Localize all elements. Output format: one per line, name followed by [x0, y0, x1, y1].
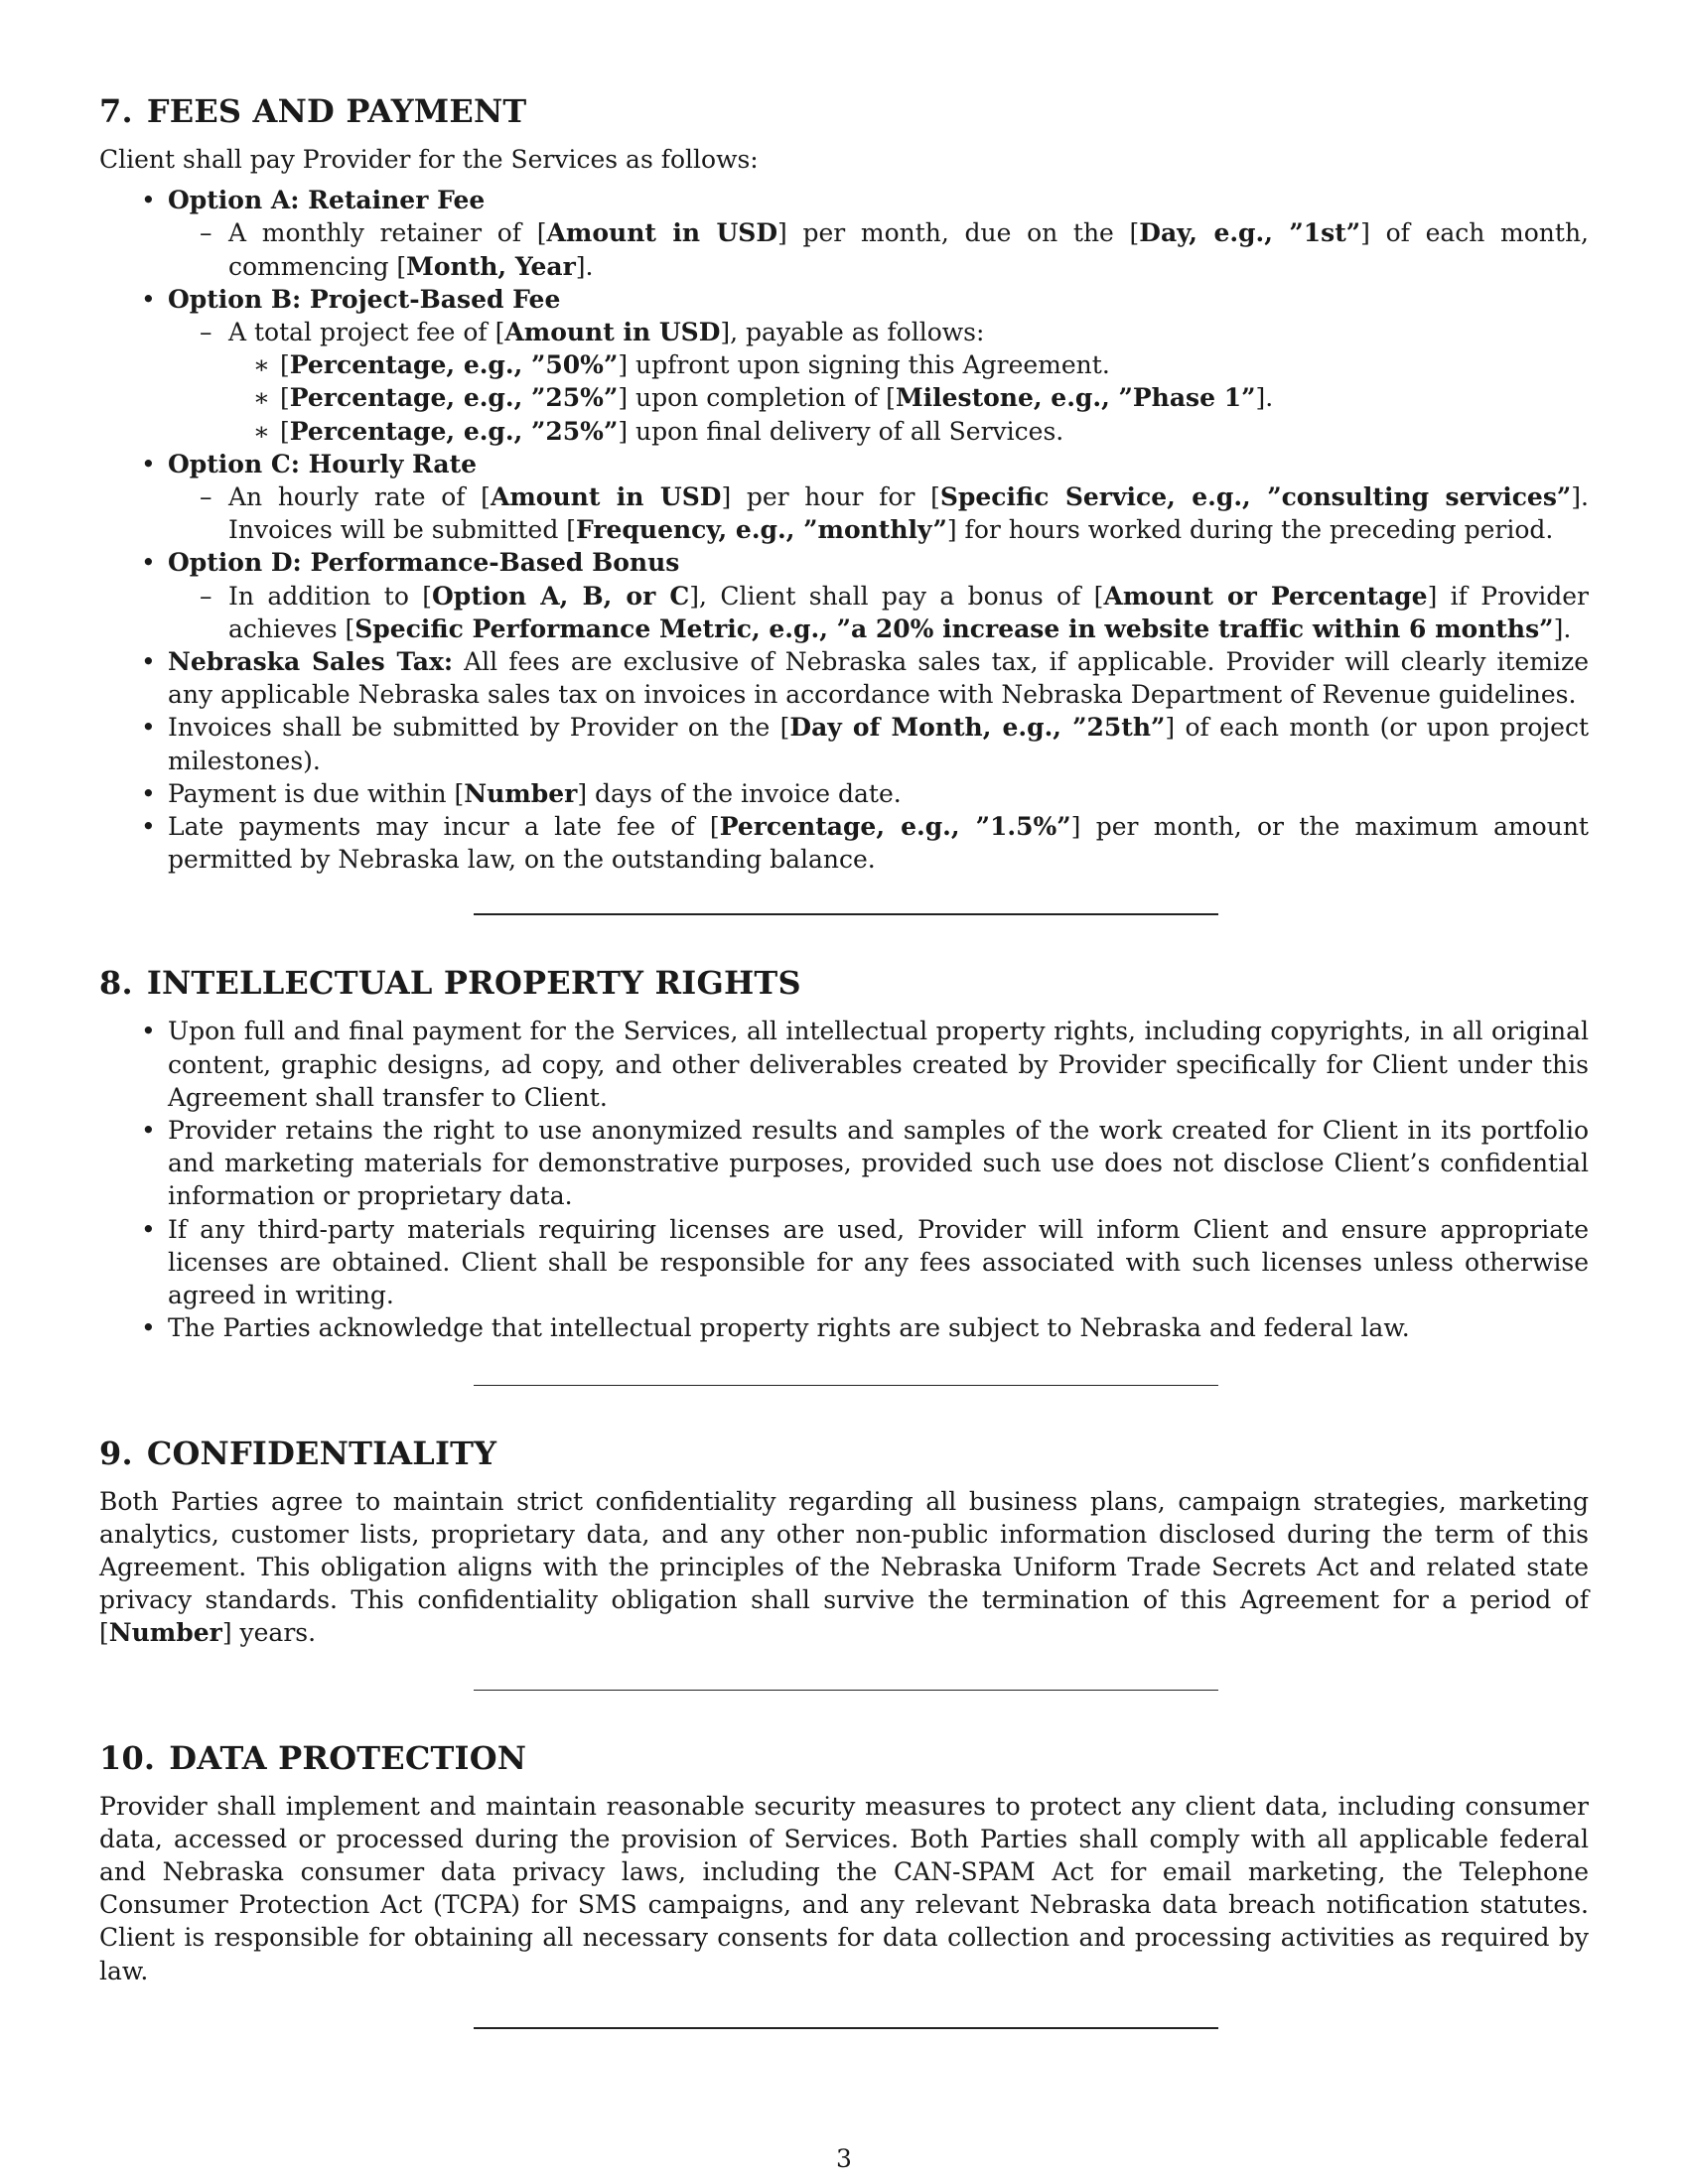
section-divider	[474, 1385, 1218, 1386]
data-protection-paragraph: Provider shall implement and maintain reasonable security measures to protect any client data, including consumer data, accessed or processed during the provision of Services. Both Parties shall comply with all applicable federal and Nebraska consumer data privacy laws, including the CAN-SPAM Act for email marketing, the Telephone Consumer Protection Act (TCPA) for SMS campaigns, and any relevant Nebraska data breach notification statutes. Client is responsible for obtaining all necessary consents for data collection and processing activities as required by law.	[99, 1791, 1589, 1985]
placeholder-text: Milestone, e.g., ”Phase 1”	[895, 383, 1256, 413]
text-run: ] of each month (or upon project milestones).	[168, 713, 1589, 775]
list-item: • Provider retains the right to use anonymized results and samples of the work created for Client in its portfolio and marketing materials for demonstrative purposes, provided such use does not disclose Client’s confidential information or proprietary data.	[168, 1114, 1589, 1213]
list-item-option-c	[168, 448, 1589, 547]
section-heading-confidentiality	[99, 1433, 1589, 1473]
section-heading-ip	[99, 963, 1589, 1003]
section-divider	[474, 913, 1218, 915]
placeholder-text: Amount or Percentage	[1103, 581, 1428, 611]
text-run: ] years.	[221, 1618, 317, 1648]
section-title: CONFIDENTIALITY	[146, 1433, 497, 1472]
list-item-late-fee	[168, 810, 1589, 876]
placeholder-text: Amount in USD	[504, 318, 721, 347]
list-item: • If any third-party materials requiring licenses are used, Provider will inform Client and ensure appropriate licenses are obtained. Client shall be responsible for any fees associated with such licenses unless otherwise agreed in writing.	[168, 1213, 1589, 1312]
sub-list-item	[228, 580, 1589, 645]
text-run: ] upon final delivery of all Services.	[618, 416, 1064, 446]
text-run: ], Client shall pay a bonus of [	[689, 581, 1104, 611]
text-run: An hourly rate of [	[228, 482, 491, 512]
list-item-option-d	[168, 546, 1589, 645]
list-item-invoices	[168, 711, 1589, 776]
text-run: ] of each month, commencing [	[228, 218, 1590, 281]
placeholder-text: Specific Service, e.g., ”consulting services”	[939, 482, 1572, 512]
placeholder-text: Amount in USD	[546, 218, 778, 248]
option-title: Option D: Performance-Based Bonus	[168, 548, 680, 578]
placeholder-text: Percentage, e.g., ”50%”	[289, 350, 619, 380]
confidentiality-paragraph	[99, 1485, 1589, 1650]
section-number: 8.	[99, 964, 133, 1003]
section-number: 7.	[99, 92, 133, 130]
list-item: • Upon full and final payment for the Services, all intellectual property rights, including copyrights, in all original content, graphic designs, ad copy, and other deliverables created by Provider specifically for Client under this Agreement shall transfer to Client.	[168, 1015, 1589, 1114]
list-item-sales-tax	[168, 645, 1589, 711]
text-run: A total project fee of [	[228, 318, 505, 347]
sub-list-item	[228, 216, 1589, 282]
section-number: 9.	[99, 1433, 133, 1472]
text-run: Invoices shall be submitted by Provider on the [	[168, 713, 790, 743]
text-run: ] upon completion of [	[618, 383, 896, 413]
sub-list-item	[228, 480, 1589, 546]
text-run: ] per month, due on the [	[777, 218, 1140, 248]
fees-intro: Client shall pay Provider for the Services as follows:	[99, 145, 759, 174]
text-run: Payment is due within [	[168, 778, 465, 808]
text-run: ] if Provider achieves [	[228, 581, 1589, 643]
placeholder-text: Number	[108, 1618, 222, 1648]
list-item-option-b	[168, 283, 1589, 448]
placeholder-text: Month, Year	[406, 251, 576, 281]
section-divider	[474, 2027, 1218, 2029]
section-heading-fees	[99, 91, 1589, 131]
text-run: ].	[1553, 614, 1572, 643]
sales-tax-label: Nebraska Sales Tax:	[168, 647, 454, 677]
text-run: ] days of the invoice date.	[577, 778, 902, 808]
placeholder-text: Day of Month, e.g., ”25th”	[789, 713, 1166, 743]
text-run: ] per month, or the maximum amount permitted by Nebraska law, on the outstanding balance.	[168, 812, 1589, 875]
text-run: ]. Invoices will be submitted [	[228, 482, 1589, 545]
list-item-payment-due	[168, 777, 1589, 810]
placeholder-text: Option A, B, or C	[432, 581, 690, 611]
sub-list-item	[228, 316, 1589, 448]
section-number: 10.	[99, 1738, 156, 1777]
section-heading-data-protection	[99, 1738, 1589, 1778]
fees-list	[99, 184, 1589, 876]
sub-sub-list-item: ∗ [Percentage, e.g., ”50%”] upfront upon signing this Agreement.	[280, 348, 1589, 381]
text-run: A monthly retainer of [	[228, 218, 547, 248]
text-run: ].	[575, 251, 594, 281]
list-item: • The Parties acknowledge that intellectual property rights are subject to Nebraska and federal law.	[168, 1311, 1589, 1344]
text-run: ] for hours worked during the preceding period.	[946, 515, 1554, 545]
sub-sub-list	[228, 348, 1589, 448]
placeholder-text: Number	[464, 778, 578, 808]
section-title: FEES AND PAYMENT	[146, 92, 527, 130]
text-run: All fees are exclusive of Nebraska sales tax, if applicable. Provider will clearly itemize any applicable Nebraska sales tax on invoices in accordance with Nebraska Department of Revenue guidelines.	[168, 647, 1589, 710]
sub-list	[168, 216, 1589, 282]
placeholder-text: Day, e.g., ”1st”	[1139, 218, 1361, 248]
page-number: 3	[836, 2144, 852, 2173]
sub-list	[168, 480, 1589, 546]
document-page	[99, 91, 1589, 2029]
placeholder-text: Percentage, e.g., ”25%”	[289, 383, 619, 413]
sub-list	[168, 580, 1589, 645]
placeholder-text: Specific Performance Metric, e.g., ”a 20% increase in website traffic within 6 months”	[354, 614, 1554, 643]
text-run: ].	[1255, 383, 1274, 413]
placeholder-text: Percentage, e.g., ”1.5%”	[719, 812, 1071, 842]
text-run: Both Parties agree to maintain strict confidentiality regarding all business plans, campaign strategies, marketing analytics, customer lists, proprietary data, and any other non-public information disclosed during the term of this Agreement. This obligation aligns with the principles of the Nebraska Uniform Trade Secrets Act and related state privacy standards. This confidentiality obligation shall survive the termination of this Agreement for a period of [	[99, 1486, 1589, 1648]
sub-sub-list-item: ∗ [Percentage, e.g., ”25%”] upon final delivery of all Services.	[280, 415, 1589, 448]
option-title: Option A: Retainer Fee	[168, 186, 486, 215]
text-run: ] per hour for [	[721, 482, 940, 512]
section-title: DATA PROTECTION	[169, 1738, 527, 1777]
sub-sub-list-item: ∗ [Percentage, e.g., ”25%”] upon completion of [Milestone, e.g., ”Phase 1”].	[280, 381, 1589, 414]
option-title: Option C: Hourly Rate	[168, 449, 478, 478]
text-run: ] upfront upon signing this Agreement.	[618, 350, 1110, 380]
text-run: In addition to [	[228, 581, 432, 611]
sub-list	[168, 316, 1589, 448]
placeholder-text: Amount in USD	[490, 482, 722, 512]
text-run: ], payable as follows:	[720, 318, 985, 347]
section-title: INTELLECTUAL PROPERTY RIGHTS	[146, 964, 801, 1003]
text-run: Late payments may incur a late fee of [	[168, 812, 720, 842]
ip-list	[99, 1015, 1589, 1344]
section-divider	[474, 1690, 1218, 1691]
placeholder-text: Frequency, e.g., ”monthly”	[576, 515, 947, 545]
placeholder-text: Percentage, e.g., ”25%”	[289, 416, 619, 446]
option-title: Option B: Project-Based Fee	[168, 284, 561, 314]
list-item-option-a	[168, 184, 1589, 283]
